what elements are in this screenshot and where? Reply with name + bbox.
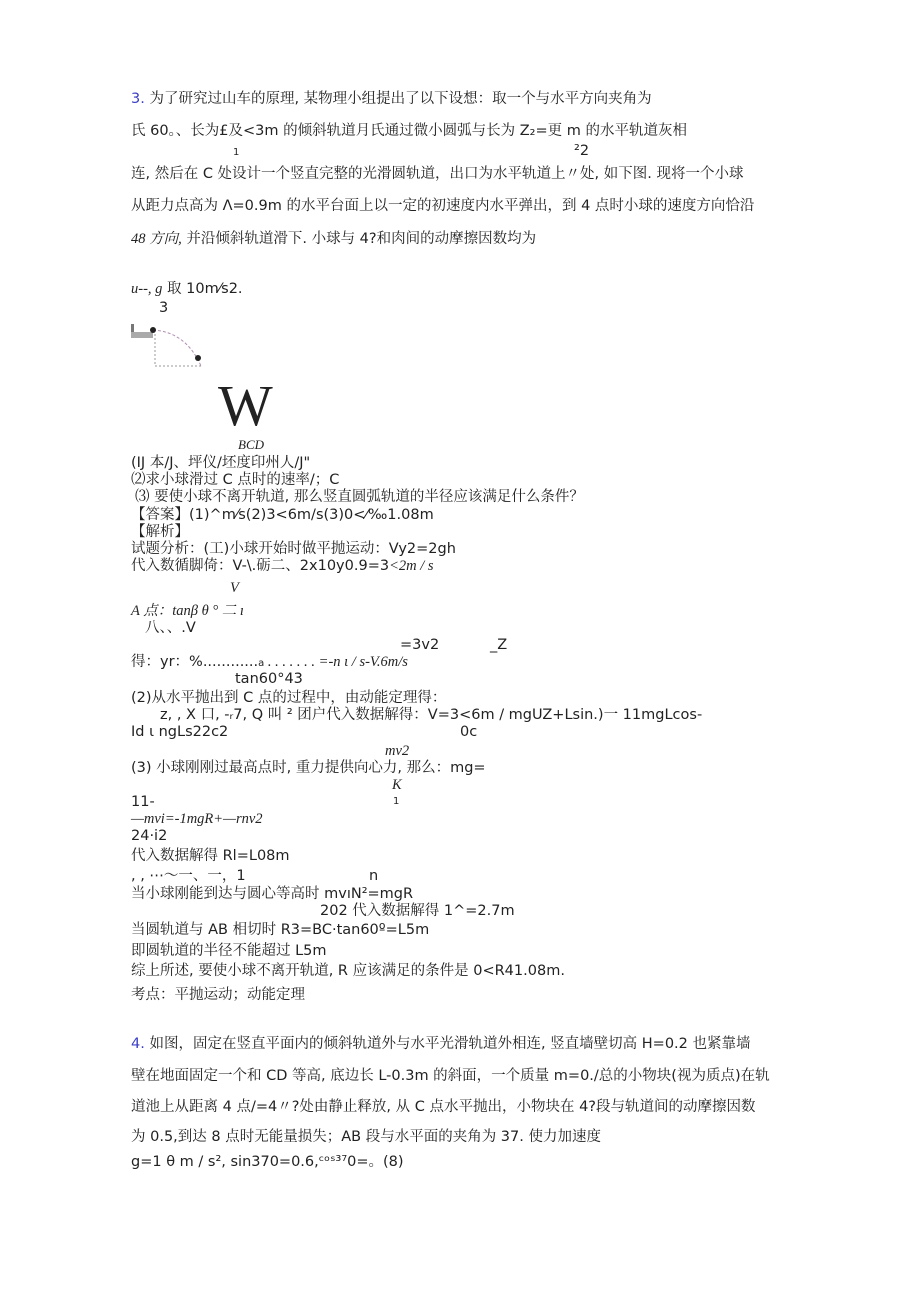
analysis-line (131, 654, 408, 672)
q3-subscript-2: ²2 (574, 143, 590, 159)
analysis-italic: <2m / s (389, 558, 434, 574)
analysis-line: (3) 小球刚刚过最高点时, 重力提供向心力, 那么：mg= (131, 760, 486, 776)
analysis-line: 0c (460, 724, 478, 740)
analysis-label: 【解析】 (131, 524, 189, 540)
analysis-line: 11- (131, 794, 155, 810)
q4-line2: 壁在地面固定一个和 CD 等高, 底边长 L-0.3m 的斜面，一个质量 m=0./总的小物块(视为质点)在轨 (131, 1068, 770, 1084)
q3-line1 (131, 91, 652, 107)
analysis-line: =3v2 (400, 637, 440, 653)
analysis-line: 1 (393, 796, 400, 807)
analysis-line: A 点：tanβ θ ° 二 ı (131, 603, 244, 619)
analysis-line: 当圆轨道与 AB 相切时 R3=BC·tan60º=L5m (131, 922, 430, 938)
q3-text: 并沿倾斜轨道滑下. 小球与 4?和肉间的动摩擦因数均为 (181, 231, 537, 247)
figure-label: 3 (159, 300, 169, 316)
q4-line4: 为 0.5,到达 8 点时无能量损失；AB 段与水平面的夹角为 37. 使力加速度 (131, 1129, 601, 1145)
analysis-line: _Z (490, 637, 508, 653)
analysis-line (131, 558, 434, 574)
q3-line4: 从距力点高为 Λ=0.9m 的水平台面上以一定的初速度内水平弹出，到 4 点时小球的速度方向恰沿 (131, 198, 755, 214)
analysis-line: Id ι ngLs22c2 (131, 724, 229, 740)
analysis-line: , , ⋯～一、一，1 (131, 868, 246, 884)
analysis-line: 试题分析：(工)小球开始时做平抛运动：Vy2=2gh (131, 541, 456, 557)
analysis-text: 代入数循脚倚：V-\.砺二、2x10y0.9=3 (131, 558, 390, 574)
analysis-line: 24·i2 (131, 828, 168, 844)
question-number: 3. (131, 91, 145, 107)
analysis-line: tan60°43 (235, 671, 303, 687)
projectile-figure (131, 318, 207, 374)
q3-text: 取 10m⁄s2. (162, 281, 243, 297)
analysis-line: K (392, 777, 402, 793)
analysis-line: mv2 (385, 743, 410, 759)
analysis-line: 即圆轨道的半径不能超过 L5m (131, 943, 327, 959)
q3-sub2: ⑵求小球滑过 C 点时的速率/；C (131, 472, 340, 488)
figure-placeholder-letter: W (218, 373, 273, 438)
analysis-line: (2)从水平抛出到 C 点的过程中，由动能定理得： (131, 690, 447, 706)
analysis-line: 202 代入数据解得 1^=2.7m (320, 903, 515, 919)
analysis-line: n (369, 868, 379, 884)
analysis-line: 综上所述, 要使小球不离开轨道, R 应该满足的条件是 0<R41.08m. (131, 963, 565, 979)
q4-text: 如图，固定在竖直平面内的倾斜轨道外与水平光滑轨道外相连, 竖直墙壁切高 H=0.2 也紧靠墙 (144, 1036, 751, 1052)
q4-line1 (131, 1036, 751, 1052)
q3-line2: 氏 60。、长为£及<3m 的倾斜轨道月氏通过微小圆弧与长为 Z₂=更 m 的水平轨道灰相 (131, 123, 687, 139)
analysis-line: 八、、.V (145, 620, 196, 636)
q3-line3: 连, 然后在 C 处设计一个竖直完整的光滑圆轨道，出口为水平轨道上〃处, 如下图. 现将一个小球 (131, 166, 744, 182)
analysis-italic: . . . . . . . =-n ι / s-V.6m/s (264, 654, 408, 670)
q3-sub3: ⑶ 要使小球不离开轨道, 那么竖直圆弧轨道的半径应该满足什么条件？ (135, 489, 584, 505)
analysis-line: V (230, 580, 239, 596)
q3-line5 (131, 231, 536, 247)
q3-sub1: (IJ 本/J、坪仪/坯度印州人/J" (131, 455, 311, 471)
q3-line6 (131, 281, 243, 297)
analysis-line: —mvi=-1mgR+—rnv2 (131, 811, 263, 827)
analysis-line: 当小球刚能到达与圆心等高时 mvıN²=mgR (131, 886, 414, 902)
figure-caption: BCD (238, 437, 264, 452)
analysis-line: 代入数据解得 Rl=L08m (131, 848, 290, 864)
q3-italic: 48 方向, (131, 231, 182, 247)
knowledge-points: 考点：平抛运动；动能定理 (131, 987, 305, 1003)
q4-line5: g=1 θ m / s², sin370=0.6,ᶜᵒˢ³⁷0=。(8) (131, 1154, 404, 1170)
answer: 【答案】(1)^m⁄s(2)3<6m/s(3)0<⁄‰1.08m (131, 507, 434, 523)
q3-subscript: 1 (233, 147, 240, 158)
q3-italic: u--, g (131, 281, 163, 297)
question-number: 4. (131, 1036, 145, 1052)
q3-text: 为了研究过山车的原理, 某物理小组提出了以下设想：取一个与水平方向夹角为 (144, 91, 652, 107)
analysis-text: 得：yr：%............ (131, 654, 259, 670)
analysis-sup: a (258, 658, 265, 669)
analysis-line: z, , X 口, -ᵣ7, Q 叫 ² 团户代入数据解得：V=3<6m / mgUZ+Lsin.)一 11mgLcos- (160, 707, 703, 723)
q4-line3: 道池上从距离 4 点/=4〃?处由静止释放, 从 C 点水平抛出，小物块在 4?段与轨道间的动摩擦因数 (131, 1099, 756, 1115)
